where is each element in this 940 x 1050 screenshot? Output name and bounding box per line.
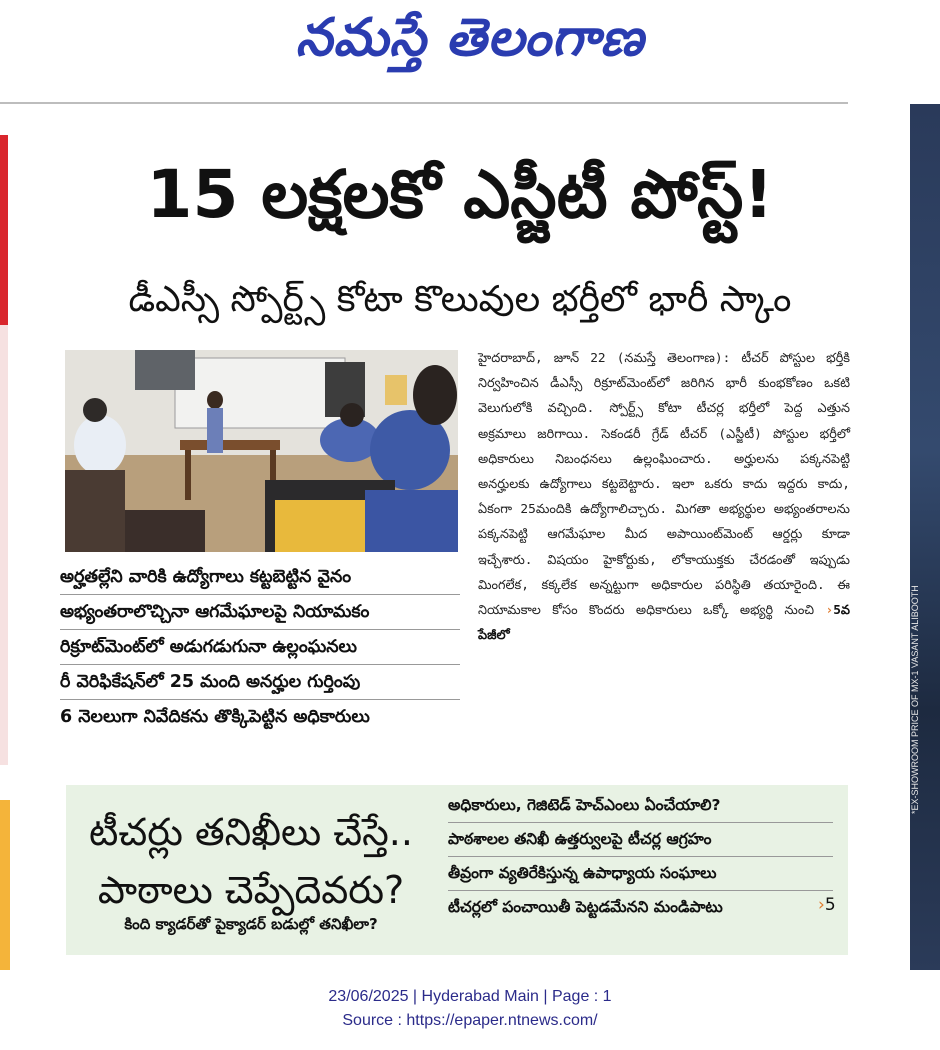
left-adjacent-page-strip-lower	[0, 325, 8, 765]
box-jump-page-number: 5	[824, 895, 836, 915]
headline: 15 లక్షలకో ఎస్జీటీ పోస్ట్!	[146, 156, 774, 233]
page-jump-arrow-icon: ›	[818, 895, 825, 915]
story-body	[478, 346, 850, 648]
story-text: హైదరాబాద్, జూన్ 22 (నమస్తే తెలంగాణ): టీచర్ పోస్టుల భర్తీకి నిర్వహించిన డీఎస్సీ రిక్రూట్‌మెంట్‌లో జరిగిన భారీ కుంభకోణం ఒకటి వెలుగులోకి వచ్చింది. స్పోర్ట్స్ కోటా టీచర్ల భర్తీలో పెద్ద ఎత్తున అక్రమాలు జరిగాయి. సెకండరీ గ్రేడ్ టీచర్ (ఎస్జీటీ) పోస్టుల భర్తీలో అధికారులు నిబంధనలు ఉల్లంఘించారు. అర్హులను పక్కనపెట్టి అనర్హులకు ఉద్యోగాలు కట్టబెట్టారు. ఇలా ఒకరు కాదు ఇద్దరు కాదు, ఏకంగా 25మందికి ఉద్యోగాలిచ్చారు. మిగతా అభ్యర్థుల అభ్యంతరాలను పక్కనపెట్టి ఆగమేఘాల మీద అపాయింట్‌మెంట్ ఆర్డర్లు కూడా ఇచ్చేశారు. విషయం హైకోర్టుకు, లోకాయుక్తకు చేరడంతో ఇప్పుడు మింగలేక, కక్కలేక అన్నట్టుగా అధికారుల పరిస్థితి తయారైంది. ఈ నియామకాల కోసం కొందరు అధికారులు ఒక్కో అభ్యర్థి నుంచి	[478, 351, 850, 619]
highlight-item: రిక్రూట్‌మెంట్‌లో అడుగడుగునా ఉల్లంఘనలు	[60, 630, 460, 665]
secondary-story-box	[66, 785, 848, 955]
box-highlight-item: అధికారులు, గెజిటెడ్ హెచ్‌ఎంలు ఏంచేయాలి?	[448, 789, 833, 823]
highlight-item: అభ్యంతరాలొచ్చినా ఆగమేఘాలపై నియామకం	[60, 595, 460, 630]
box-highlight-item: టీచర్లలో పంచాయితీ పెట్టడమేనని మండిపాటు	[448, 898, 723, 916]
left-adjacent-page-strip	[0, 135, 8, 325]
footer-edition-info: 23/06/2025 | Hyderabad Main | Page : 1	[328, 988, 612, 1005]
masthead	[0, 0, 940, 100]
highlight-item: అర్హతల్లేని వారికి ఉద్యోగాలు కట్టబెట్టిన వైనం	[60, 560, 460, 595]
box-title	[76, 803, 426, 919]
box-highlights-list	[448, 789, 833, 924]
box-subtitle: కింది క్యాడర్‌తో పైక్యాడర్ బడుల్లో తనిఖీలా?	[124, 915, 378, 933]
left-adjacent-ad-strip	[0, 800, 10, 970]
box-page-jump[interactable]	[818, 895, 836, 915]
box-title-line-1: టీచర్లు తనిఖీలు చేస్తే..	[89, 810, 413, 854]
highlights-list	[60, 560, 460, 734]
masthead-title: నమస్తే తెలంగాణ	[295, 8, 645, 68]
right-ad-text: *EX-SHOWROOM PRICE OF MX-1 VASANT ALIBOOTH	[910, 585, 920, 815]
highlight-item: 6 నెలలుగా నివేదికను తొక్కిపెట్టిన అధికారులు	[60, 707, 370, 727]
footer-source-link[interactable]: Source : https://epaper.ntnews.com/	[342, 1012, 598, 1029]
story-page-jump-link[interactable]: 5వ పేజీలో	[478, 603, 850, 644]
box-title-line-2: పాఠాలు చెప్పేదెవరు?	[97, 868, 405, 912]
classroom-photo	[65, 350, 458, 552]
page-jump-arrow-icon: ›	[825, 603, 834, 619]
masthead-divider	[0, 102, 848, 104]
subhead: డీఎస్సీ స్పోర్ట్స్ కోటా కొలువుల భర్తీలో భారీ స్కాం	[128, 279, 792, 320]
box-highlight-item: పాఠశాలల తనిఖీ ఉత్తర్వులపై టీచర్ల ఆగ్రహం	[448, 823, 833, 857]
box-highlight-item: తీవ్రంగా వ్యతిరేకిస్తున్న ఉపాధ్యాయ సంఘాలు	[448, 857, 833, 891]
highlight-item: రీ వెరిఫికేషన్‌లో 25 మంది అనర్హుల గుర్తింపు	[60, 665, 460, 700]
